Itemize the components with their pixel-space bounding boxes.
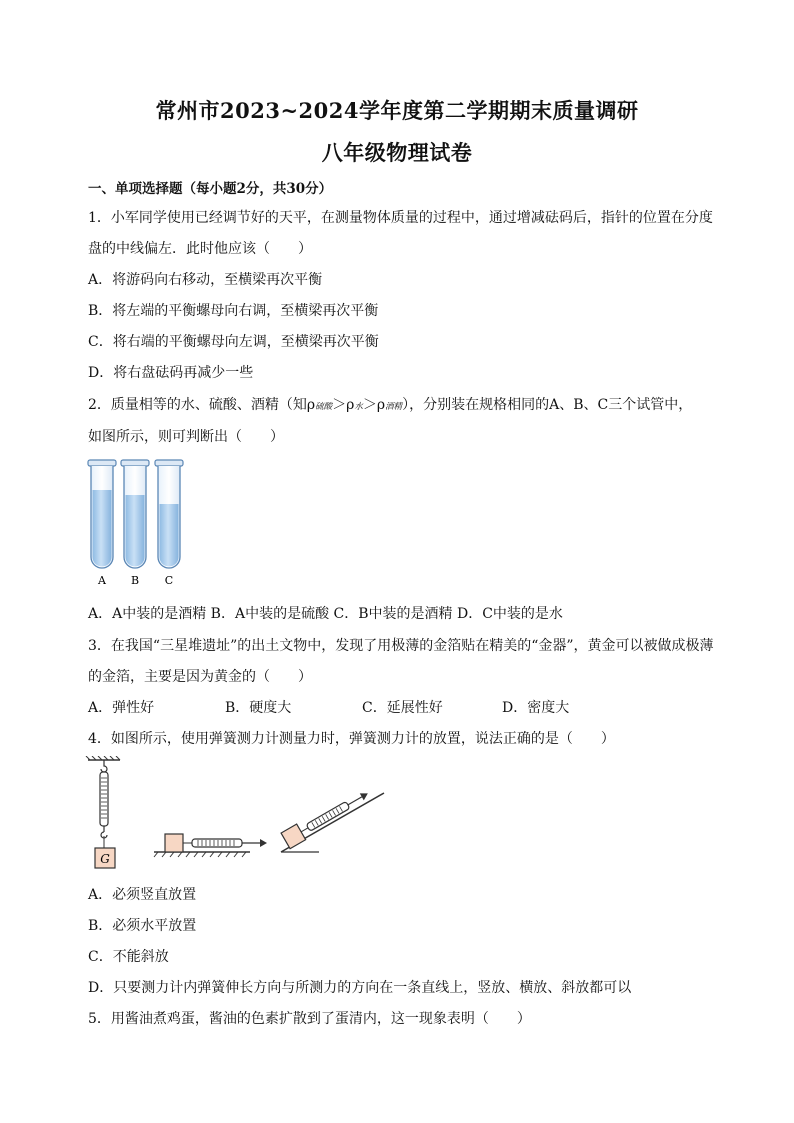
q4-option-d: D．只要测力计内弹簧伸长方向与所测力的方向在一条直线上，竖放、横放、斜放都可以 bbox=[88, 980, 632, 996]
q1-option-b: B．将左端的平衡螺母向右调，至横梁再次平衡 bbox=[88, 303, 379, 319]
q2-stem-start: 2．质量相等的水、硫酸、酒精（知ρ bbox=[88, 397, 316, 413]
hanging-spring-scale bbox=[86, 756, 120, 868]
q2-sub-water: 水 bbox=[354, 402, 363, 412]
q1-stem-line1: 1．小军同学使用已经调节好的天平，在测量物体质量的过程中，通过增减砝码后，指针的位置在分度 bbox=[88, 210, 713, 226]
q1-stem-line2: 盘的中线偏左．此时他应该（ ） bbox=[88, 241, 312, 257]
page-title: 常州市2023~2024学年度第二学期期末质量调研 bbox=[155, 98, 639, 123]
spring-scale-figure bbox=[84, 756, 389, 872]
q1-option-c: C．将右端的平衡螺母向左调，至横梁再次平衡 bbox=[88, 334, 379, 350]
page-subtitle: 八年级物理试卷 bbox=[321, 140, 473, 165]
q1-option-d: D．将右盘砝码再减少一些 bbox=[88, 365, 254, 381]
q3-option-a: A．弹性好 bbox=[88, 700, 155, 716]
test-tube-b bbox=[121, 460, 149, 568]
q5-stem: 5．用酱油煮鸡蛋，酱油的色素扩散到了蛋清内，这一现象表明（ ） bbox=[88, 1011, 531, 1027]
q2-stem-line1 bbox=[88, 394, 692, 414]
q2-options: A．A中装的是酒精 B．A中装的是硫酸 C．B中装的是酒精 D．C中装的是水 bbox=[88, 606, 563, 622]
tube-label-a: A bbox=[98, 574, 106, 587]
weight-label: G bbox=[100, 852, 110, 866]
section-heading: 一、单项选择题（每小题2分，共30分） bbox=[88, 181, 333, 197]
q4-option-a: A．必须竖直放置 bbox=[88, 887, 197, 903]
q3-stem-line2: 的金箔，主要是因为黄金的（ ） bbox=[88, 669, 312, 685]
q3-option-b: B．硬度大 bbox=[225, 700, 292, 716]
q4-option-c: C．不能斜放 bbox=[88, 949, 169, 965]
q2-sub-alcohol: 酒精 bbox=[385, 402, 403, 412]
q4-option-b: B．必须水平放置 bbox=[88, 918, 197, 934]
q3-stem-line1: 3．在我国“三星堆遗址”的出土文物中，发现了用极薄的金箔贴在精美的“金器”，黄金可以被做成极薄 bbox=[88, 638, 714, 654]
q1-option-a: A．将游码向右移动，至横梁再次平衡 bbox=[88, 272, 323, 288]
test-tubes-figure bbox=[84, 457, 194, 589]
test-tube-c bbox=[155, 460, 183, 568]
q2-sub-sulfuric: 硫酸 bbox=[315, 402, 333, 412]
q3-option-d: D．密度大 bbox=[502, 700, 570, 716]
test-tube-a bbox=[88, 460, 116, 568]
q3-option-c: C．延展性好 bbox=[362, 700, 443, 716]
q2-stem-end: ），分别装在规格相同的A、B、C三个试管中， bbox=[402, 397, 693, 413]
tube-label-c: C bbox=[164, 574, 174, 587]
horizontal-spring-scale bbox=[154, 834, 267, 857]
q2-gt1: ＞ρ bbox=[332, 397, 355, 413]
inclined-spring-scale bbox=[281, 786, 384, 852]
q2-stem-line2: 如图所示，则可判断出（ ） bbox=[88, 429, 284, 445]
q2-gt2: ＞ρ bbox=[362, 397, 386, 413]
q4-stem: 4．如图所示，使用弹簧测力计测量力时，弹簧测力计的放置，说法正确的是（ ） bbox=[88, 731, 615, 747]
tube-label-b: B bbox=[130, 574, 140, 587]
